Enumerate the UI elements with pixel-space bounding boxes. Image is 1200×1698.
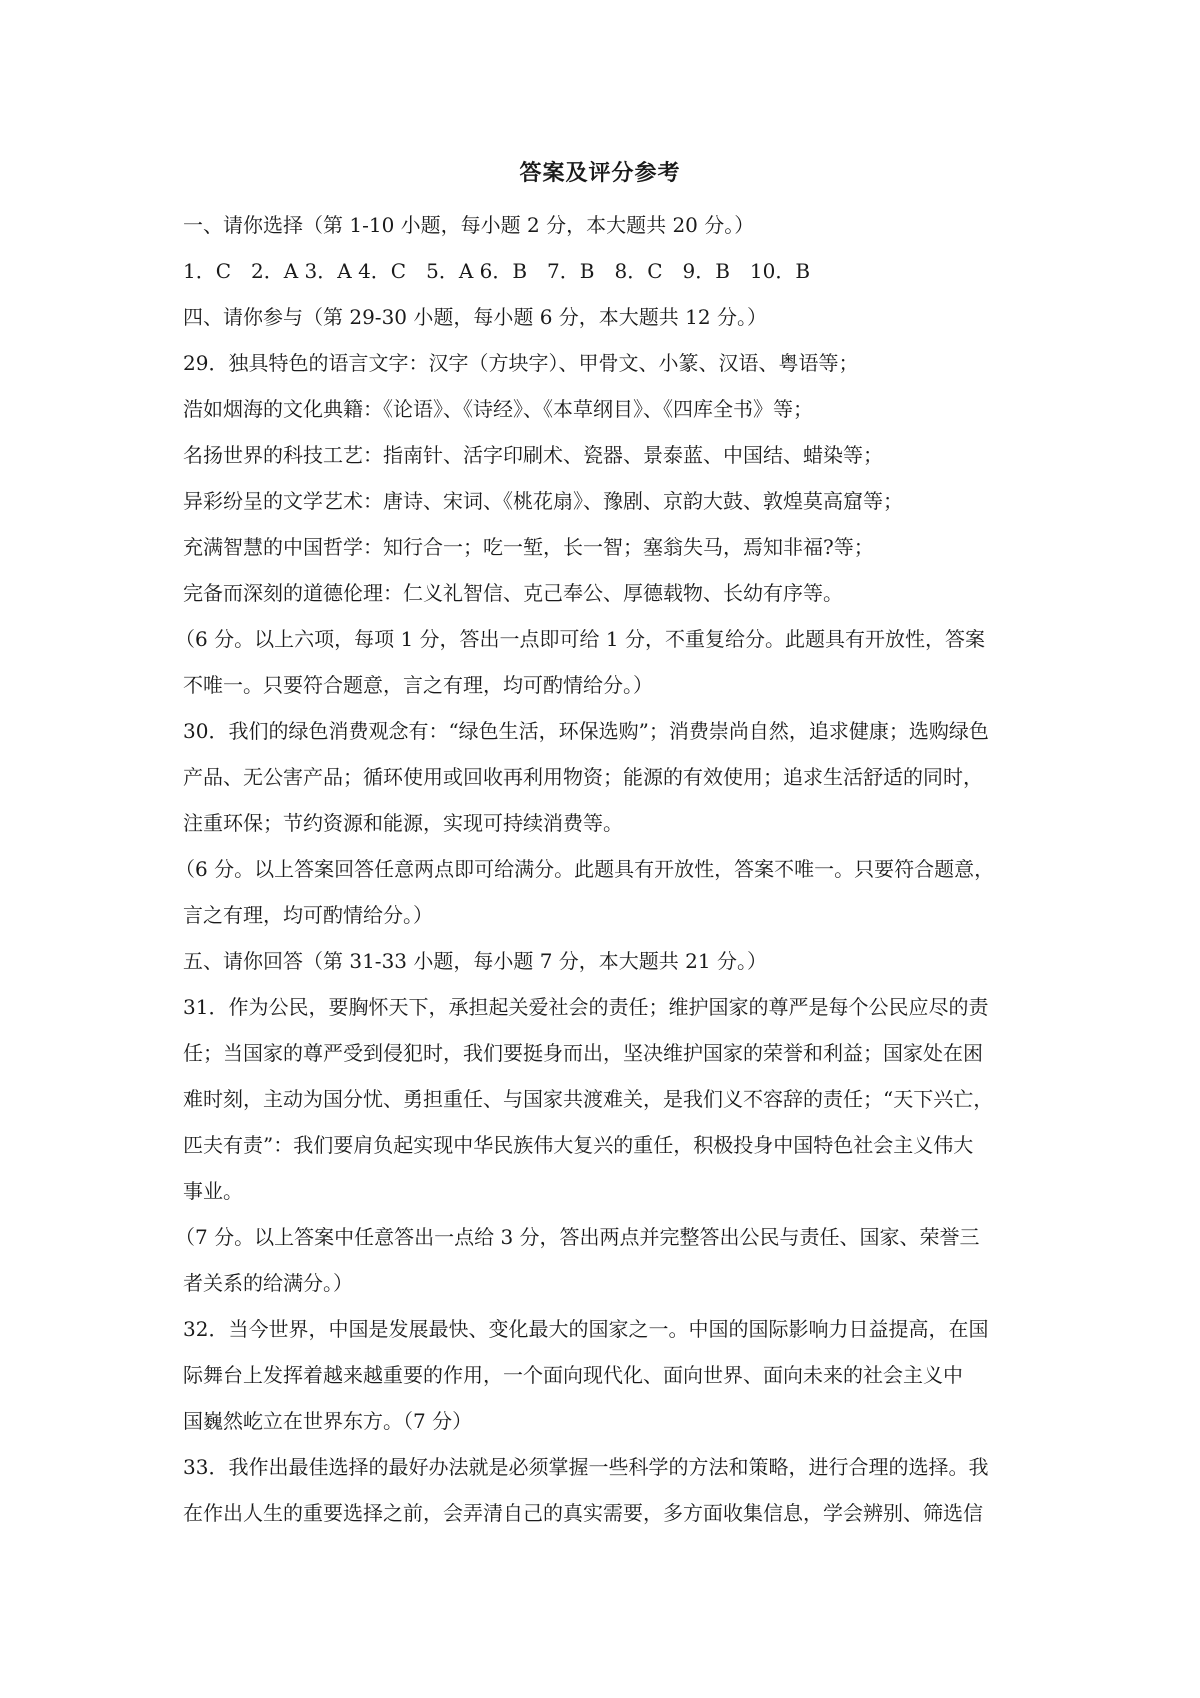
q31-line: 匹夫有责”：我们要肩负起实现中华民族伟大复兴的重任，积极投身中国特色社会主义伟大 <box>183 1133 974 1157</box>
q29-line: 充满智慧的中国哲学：知行合一；吃一堑，长一智；塞翁失马，焉知非福?等； <box>183 535 874 559</box>
q31-line: 任；当国家的尊严受到侵犯时，我们要挺身而出，坚决维护国家的荣誉和利益；国家处在困 <box>183 1041 983 1065</box>
q31-scoring-note <box>175 1214 1038 1306</box>
q32-line: 32．当今世界，中国是发展最快、变化最大的国家之一。中国的国际影响力日益提高，在国 <box>183 1317 989 1341</box>
q31-line: 事业。 <box>183 1179 243 1203</box>
note-line: 言之有理，均可酌情给分。） <box>183 903 433 927</box>
q30-line: 30．我们的绿色消费观念有：“绿色生活，环保选购”；消费崇尚自然，追求健康；选购绿色 <box>183 719 989 743</box>
section-1-heading: 一、请你选择（第 1-10 小题，每小题 2 分，本大题共 20 分。） <box>183 213 755 237</box>
q32-line: 际舞台上发挥着越来越重要的作用，一个面向现代化、面向世界、面向未来的社会主义中 <box>183 1363 963 1387</box>
q30-answer <box>183 708 1038 846</box>
q29-line: 异彩纷呈的文学艺术：唐诗、宋词、《桃花扇》、豫剧、京韵大鼓、敦煌莫高窟等； <box>183 489 903 513</box>
q31-line: 难时刻，主动为国分忧、勇担重任、与国家共渡难关，是我们义不容辞的责任；“天下兴亡， <box>183 1087 994 1111</box>
q31-line: 31．作为公民，要胸怀天下，承担起关爱社会的责任；维护国家的尊严是每个公民应尽的责 <box>183 995 989 1019</box>
q29-scoring-note <box>175 616 1038 708</box>
q30-scoring-note <box>175 846 1038 938</box>
note-line: 者关系的给满分。） <box>183 1271 353 1295</box>
q33-line: 在作出人生的重要选择之前，会弄清自己的真实需要，多方面收集信息，学会辨别、筛选信 <box>183 1501 983 1525</box>
answer-content <box>175 202 1038 1536</box>
section-4-heading: 四、请你参与（第 29-30 小题，每小题 6 分，本大题共 12 分。） <box>183 305 767 329</box>
note-line: （7 分。以上答案中任意答出一点给 3 分，答出两点并完整答出公民与责任、国家、荣誉三 <box>175 1225 980 1249</box>
q29-line: 名扬世界的科技工艺：指南针、活字印刷术、瓷器、景泰蓝、中国结、蜡染等； <box>183 443 883 467</box>
q33-answer <box>183 1444 1038 1536</box>
q32-answer <box>183 1306 1038 1444</box>
q33-line: 33．我作出最佳选择的最好办法就是必须掌握一些科学的方法和策略，进行合理的选择。我 <box>183 1455 989 1479</box>
q29-answer <box>183 340 1038 616</box>
section-5-heading: 五、请你回答（第 31-33 小题，每小题 7 分，本大题共 21 分。） <box>183 949 767 973</box>
note-line: （6 分。以上六项，每项 1 分，答出一点即可给 1 分，不重复给分。此题具有开放性，答案 <box>175 627 985 651</box>
q29-line: 29．独具特色的语言文字：汉字（方块字）、甲骨文、小篆、汉语、粤语等； <box>183 351 859 375</box>
q30-line: 注重环保；节约资源和能源，实现可持续消费等。 <box>183 811 623 835</box>
q30-line: 产品、无公害产品；循环使用或回收再利用物资；能源的有效使用；追求生活舒适的同时， <box>183 765 983 789</box>
note-line: 不唯一。只要符合题意，言之有理，均可酌情给分。） <box>183 673 653 697</box>
page-title: 答案及评分参考 <box>519 160 681 186</box>
q29-line: 完备而深刻的道德伦理：仁义礼智信、克己奉公、厚德载物、长幼有序等。 <box>183 581 843 605</box>
choice-answers: 1．C 2．A 3．A 4．C 5．A 6．B 7．B 8．C 9．B 10．B <box>183 259 811 283</box>
q31-answer <box>183 984 1038 1214</box>
q29-line: 浩如烟海的文化典籍：《论语》、《诗经》、《本草纲目》、《四库全书》等； <box>183 397 813 421</box>
note-line: （6 分。以上答案回答任意两点即可给满分。此题具有开放性，答案不唯一。只要符合题意， <box>175 857 995 881</box>
q32-line: 国巍然屹立在世界东方。（7 分） <box>183 1409 473 1433</box>
